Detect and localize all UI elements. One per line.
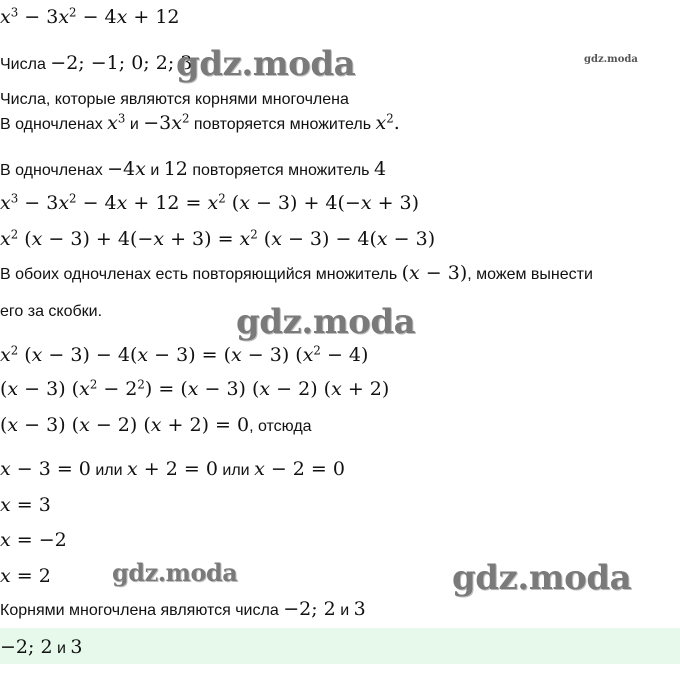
answer-text: −2; 2 и 3 (0, 636, 83, 658)
watermark-gdz-moda: gdz.moda (176, 44, 356, 84)
equation-grouping: $x^3 - 3x^2 - 4x + 12 = x^2$ (x − 3) + 4(−x + 3) (0, 191, 420, 214)
equation-factor-out: $x^2$ (x − 3) − 4(x − 3) = (x − 3) $(x^2 - 4)$ (0, 343, 369, 366)
root-minus-2: x = −2 (0, 529, 67, 551)
root-3: x = 3 (0, 494, 51, 516)
common-factor-x2: В одночленах $x^3$ $и -3x^2$ повторяется множитель $x^2$. (0, 111, 400, 134)
watermark-gdz-moda-small: gdz.moda (584, 54, 638, 65)
out-of-brackets: его за скобки. (0, 303, 103, 320)
common-binomial-note: В обоих одночленах есть повторяющийся множитель (x − 3), можем вынести (0, 262, 593, 284)
watermark-gdz-moda: gdz.moda (112, 558, 238, 587)
conclusion: Корнями многочлена являются числа −2; 2 и 3 (0, 598, 366, 620)
root-conditions: x − 3 = 0 или x + 2 = 0 или x − 2 = 0 (0, 458, 345, 480)
equation-sign-change: $x^2$ $(x - 3) + 4(-x + 3) = x^2$ (x − 3) − 4(x − 3) (0, 227, 436, 250)
watermark-gdz-moda: gdz.moda (236, 302, 416, 342)
polynomial: $x^3 - 3x^2 - 4x + 12$ (0, 5, 180, 28)
watermark-gdz-moda: gdz.moda (452, 558, 632, 598)
label-chisla: Числа (0, 56, 46, 73)
equation-difference-squares: (x − 3) $(x^2 - 2^2) = (x - 3) (x - 2) (x + 2)$ (0, 377, 390, 400)
common-factor-4: В одночленах −4x и 12 повторяется множитель 4 (0, 158, 387, 180)
candidate-numbers: Числа −2; −1; 0; 2; 3 (0, 52, 193, 74)
equation-zero-product: (x − 3) (x − 2) (x + 2) = 0, отсюда (0, 414, 312, 436)
root-2: x = 2 (0, 565, 51, 587)
answer-box (0, 628, 680, 664)
roots-intro: Числа, которые являются корнями многочлена (0, 91, 349, 108)
